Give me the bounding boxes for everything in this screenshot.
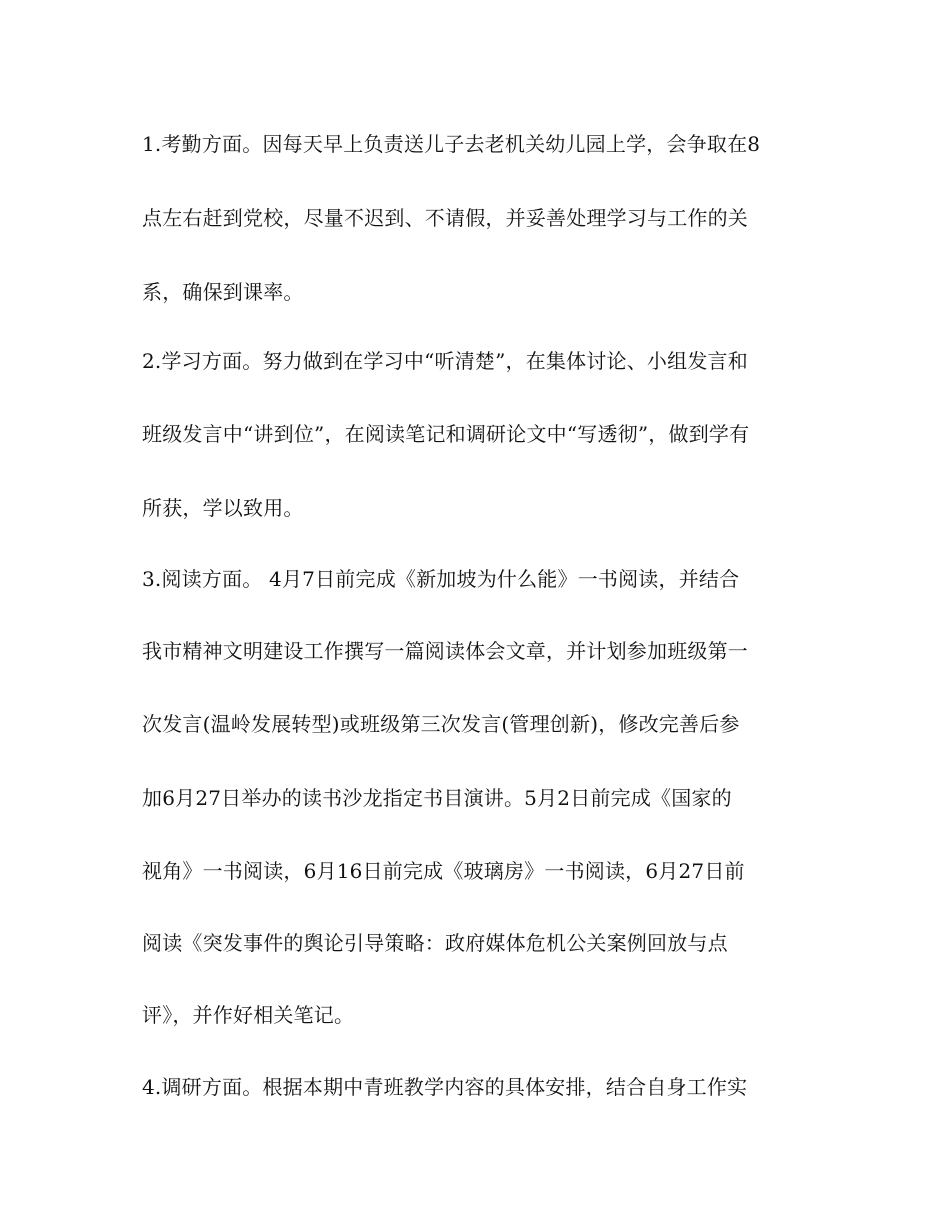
text-line: 点左右赶到党校，尽量不迟到、不请假，并妥善处理学习与工作的关 bbox=[142, 206, 748, 230]
text-line: 班级发言中“讲到位”，在阅读笔记和调研论文中“写透彻”，做到学有 bbox=[142, 422, 750, 446]
text-line: 加6月27日举办的读书沙龙指定书目演讲。5月2日前完成《国家的 bbox=[142, 786, 732, 810]
text-line: 我市精神文明建设工作撰写一篇阅读体会文章，并计划参加班级第一 bbox=[142, 639, 748, 663]
text-line: 次发言(温岭发展转型)或班级第三次发言(管理创新)，修改完善后参 bbox=[142, 712, 740, 736]
text-line: 4.调研方面。根据本期中青班教学内容的具体安排，结合自身工作实 bbox=[142, 1075, 748, 1099]
text-line: 评》，并作好相关笔记。 bbox=[142, 1003, 355, 1027]
text-line: 所获，学以致用。 bbox=[142, 496, 304, 520]
text-line: 3.阅读方面。 4月7日前完成《新加坡为什么能》一书阅读，并结合 bbox=[142, 567, 740, 591]
text-line: 2.学习方面。努力做到在学习中“听清楚”，在集体讨论、小组发言和 bbox=[142, 349, 748, 373]
text-line: 1.考勤方面。因每天早上负责送儿子去老机关幼儿园上学，会争取在8 bbox=[142, 132, 761, 156]
text-line: 阅读《突发事件的舆论引导策略：政府媒体危机公关案例回放与点 bbox=[142, 931, 728, 955]
text-line: 视角》一书阅读，6月16日前完成《玻璃房》一书阅读，6月27日前 bbox=[142, 859, 745, 883]
text-line: 系，确保到课率。 bbox=[142, 280, 304, 304]
